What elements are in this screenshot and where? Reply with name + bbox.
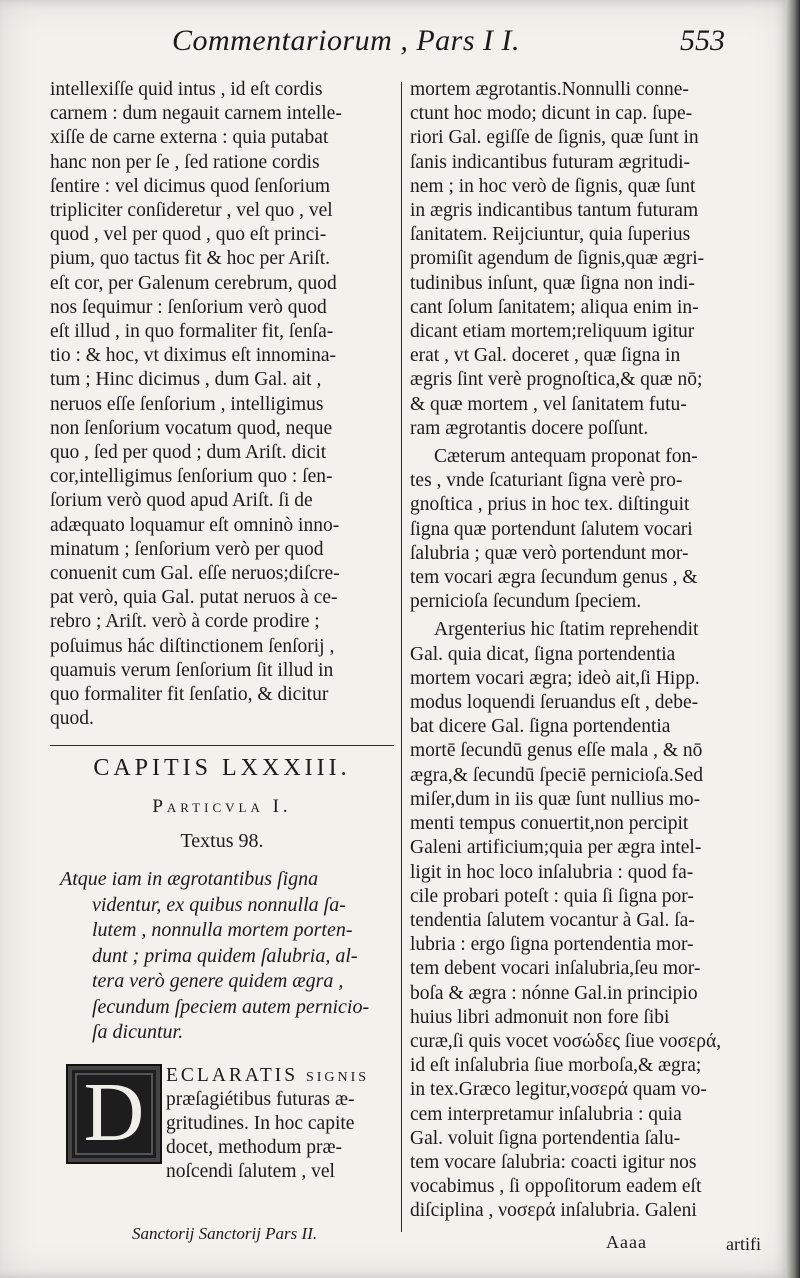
text-line: menti tempus conuertit,non percipit [410, 813, 689, 835]
text-line: docet, methodum præ- [166, 1137, 343, 1159]
text-line: promiſit agendum de ſignis,quæ ægri- [410, 248, 705, 270]
text-line: quamuis verum ſenſorium ſit illud in [50, 659, 334, 681]
text-line: tripliciter conſideretur , vel quo , vel [50, 200, 333, 222]
text-line: cile probari poteſt : quia ſi ſigna por- [410, 885, 694, 907]
text-line: diſciplina , νοσερά inſalubria. Galeni [410, 1200, 697, 1222]
text-line: pat verò, quia Gal. putat neruos à ce- [50, 587, 338, 609]
quote-line: lutem , nonnulla mortem porten- [92, 919, 353, 942]
dropcap-paragraph [50, 1064, 394, 1183]
left-text-block [50, 78, 394, 731]
quote-line: ſecundum ſpeciem autem pernicio- [92, 995, 370, 1018]
running-title: Commentariorum , Pars I I. [172, 24, 520, 57]
text-line: conuenit cum Gal. eſſe neruos;diſcre- [50, 563, 340, 585]
text-line: bat dicere Gal. ſigna portendentia [410, 716, 671, 738]
text-line: ſanis indicantibus futuram ægritudi- [410, 151, 690, 173]
page-header [0, 24, 790, 68]
paragraph [410, 445, 772, 614]
text-line: ſigna quæ portendunt ſalutem vocari [410, 518, 693, 540]
text-line: Gal. quia dicat, ſigna portendentia [410, 643, 676, 665]
column-divider [401, 82, 402, 1232]
paragraph [410, 618, 772, 1223]
text-line: ſanitatem. Reijciuntur, quia ſuperius [410, 224, 691, 246]
text-line: Argenterius hic ſtatim reprehendit [434, 619, 699, 641]
text-line: poſuimus hác diſtinctionem ſenſorij , [50, 635, 335, 657]
paragraph [410, 78, 772, 441]
text-line: mortem ægrotantis.Nonnulli conne- [410, 79, 689, 100]
text-line: vocabimus , ſi oppoſitorum eadem eſt [410, 1176, 702, 1198]
text-line: nem ; in hoc verò de ſignis, quæ ſunt [410, 175, 696, 197]
text-line: quo formaliter fit ſenſatio, & dicitur [50, 684, 329, 706]
text-line: tio : & hoc, vt diximus eſt innomina- [50, 345, 336, 367]
text-line: tem vocari ægra ſecundum genus , & [410, 567, 698, 589]
text-line: ram ægrotantis docere poſſunt. [410, 417, 649, 439]
text-line: nos ſequimur : ſenſorium verò quod [50, 296, 327, 318]
text-line: ſorium verò quod apud Ariſt. ſi de [50, 490, 313, 512]
text-line: dicant etiam mortem;reliquum igitur [410, 321, 695, 343]
text-line: cor,intelligimus ſenſorium quo : ſen- [50, 466, 333, 488]
text-line: Galeni artificium;quia per ægra intel- [410, 837, 702, 859]
text-line: mortē ſecundū genus eſſe mala , & nō [410, 740, 703, 762]
text-line: mortem vocari ægra; ideò ait,ſi Hipp. [410, 667, 700, 689]
text-line: quo , ſed per quod ; dum Ariſt. dicit [50, 442, 327, 464]
quoted-text [50, 867, 394, 1046]
text-line: cem interpretamur inſalubria : quia [410, 1103, 682, 1125]
text-line: in ægris indicantibus tantum futuram [410, 200, 699, 222]
text-line: tendentia ſalutem vocantur à Gal. ſa- [410, 909, 695, 931]
textus-label: Textus 98. [180, 829, 264, 852]
text-line: ægris ſint verè prognoſtica,& quæ nō; [410, 369, 703, 391]
text-line: ſentire : vel dicimus quod ſenſorium [50, 175, 330, 197]
text-line: tes , vnde ſcaturiant ſigna verè pro- [410, 470, 683, 492]
text-line: erat , vt Gal. doceret , quæ ſigna in [410, 345, 681, 367]
decorated-initial: D [66, 1064, 162, 1164]
text-line: hanc non per ſe , ſed ratione cordis [50, 151, 320, 173]
text-line: ECLARATIS ſignis [166, 1064, 370, 1086]
text-line: ægra,& ſecundū ſpeciē pernicioſa.Sed [410, 764, 703, 786]
text-line: tum ; Hinc dicimus , dum Gal. ait , [50, 369, 322, 391]
text-line: lubria : ergo ſigna portendentia mor- [410, 934, 694, 956]
text-line: quod , vel per quod , quo eſt princi- [50, 224, 327, 246]
text-line: pium, quo tactus fit & hoc per Ariſt. [50, 248, 330, 270]
page-number: 553 [680, 24, 725, 57]
quote-line: dunt ; prima quidem ſalubria, al- [92, 944, 358, 967]
text-line: modus loquendi ſeruandus eſt , debe- [410, 692, 699, 714]
text-line: & quæ mortem , vel ſanitatem futu- [410, 393, 687, 415]
text-line: Gal. voluit ſigna portendentia ſalu- [410, 1127, 681, 1149]
quote-line: tera verò genere quidem ægra , [92, 970, 344, 993]
text-line: xiſſe de carne externa : quia putabat [50, 127, 329, 149]
text-line: quod. [50, 708, 94, 730]
text-line: noſcendi ſalutem , vel [166, 1161, 335, 1183]
text-line: non ſenſorium vocatum quod, neque [50, 417, 333, 439]
text-line: boſa & ægra : nónne Gal.in principio [410, 982, 698, 1004]
quote-line: videntur, ex quibus nonnulla ſa- [92, 893, 346, 916]
text-line: ctunt hoc modo; dicunt in cap. ſupe- [410, 103, 693, 125]
right-column [410, 78, 772, 1224]
text-line: id eſt inſalubria ſiue morboſa,& ægra; [410, 1055, 702, 1077]
text-line: ligit in hoc loco inſalubria : quod fa- [410, 861, 694, 883]
text-line: eſt cor, per Galenum cerebrum, quod [50, 272, 337, 294]
text-line: tem vocare ſalubria: coacti igitur nos [410, 1151, 697, 1173]
quote-line: Atque iam in ægrotantibus ſigna [60, 868, 319, 891]
text-line: rebro ; Ariſt. verò à corde prodire ; [50, 611, 320, 633]
text-line: gritudines. In hoc capite [166, 1113, 355, 1134]
text-line: Cæterum antequam proponat fon- [434, 446, 698, 468]
chapter-heading: CAPITIS LXXXIII. [50, 745, 394, 786]
text-line: intellexiſſe quid intus , id eſt cordis [50, 79, 323, 100]
quote-line: ſa dicuntur. [92, 1021, 184, 1044]
catchword: artifi [726, 1234, 761, 1254]
text-line: adæquato loquamur eſt omninò inno- [50, 514, 340, 536]
signature-mark: Aaaa [606, 1232, 647, 1252]
page-edge-shadow [786, 0, 800, 1278]
left-column [50, 78, 394, 1183]
text-line: riori Gal. egiſſe de ſignis, quæ ſunt in [410, 127, 699, 149]
text-line: tem debent vocari inſalubria,ſeu mor- [410, 958, 701, 980]
text-line: pernicioſa ſecundum ſpeciem. [410, 591, 642, 613]
text-line: cant ſolum ſanitatem; aliqua enim in- [410, 296, 699, 318]
dropcap-text [166, 1064, 400, 1185]
text-line: huius libri admonuit non fore ſibi [410, 1006, 670, 1028]
text-line: eſt illud , in quo formaliter fit, ſenſa- [50, 321, 334, 343]
text-line: in tex.Græco legitur,νοσερά quam vo- [410, 1079, 707, 1101]
text-line: ſalubria ; quæ verò portendunt mor- [410, 542, 689, 564]
text-line: tudinibus inſunt, quæ ſigna non indi- [410, 272, 695, 294]
text-line: gnoſtica , prius in hoc tex. diſtinguit [410, 494, 690, 516]
text-line: curæ,ſi quis vocet νοσώδες ſiue νοσερά, [410, 1030, 722, 1052]
footer-author: Sanctorij Sanctorij Pars II. [132, 1224, 318, 1243]
text-line: præſagiétibus futuras æ- [166, 1088, 355, 1110]
text-line: carnem : dum negauit carnem intelle- [50, 103, 342, 125]
text-line: neruos eſſe ſenſorium , intelligimus [50, 393, 324, 415]
text-line: minatum ; ſenſorium verò per quod [50, 538, 324, 560]
particula-heading: Particvla I. [152, 795, 292, 817]
text-line: miſer,dum in iis quæ ſunt nullius mo- [410, 788, 701, 810]
